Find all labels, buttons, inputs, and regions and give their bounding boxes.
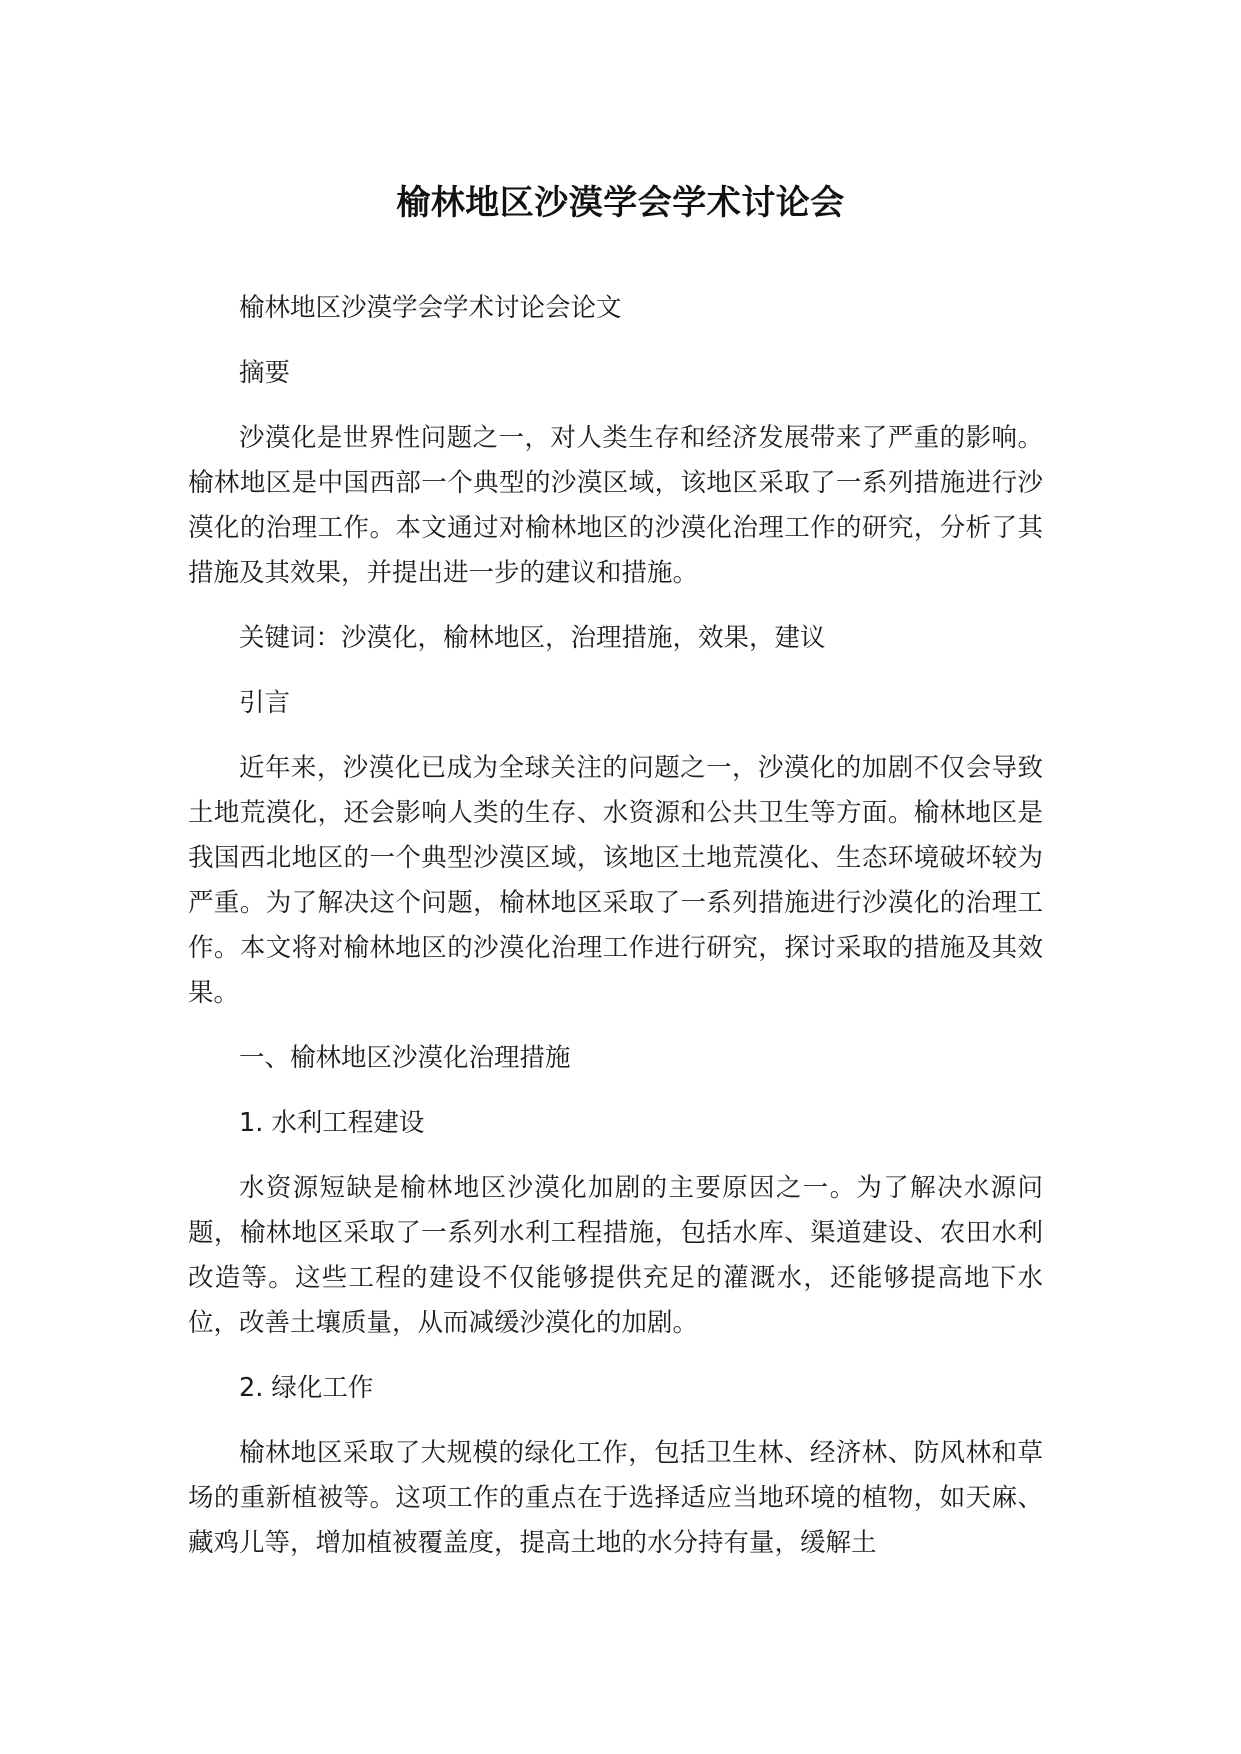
keywords-line: 关键词：沙漠化，榆林地区，治理措施，效果，建议 bbox=[239, 623, 826, 653]
section-heading: 一、榆林地区沙漠化治理措施 bbox=[239, 1043, 571, 1073]
introduction-heading: 引言 bbox=[239, 688, 291, 718]
body-paragraph: 榆林地区采取了大规模的绿化工作，包括卫生林、经济林、防风林和草场的重新植被等。这项工作的重点在于选择适应当地环境的植物，如天麻、藏鸡儿等，增加植被覆盖度，提高土地的水分持有量，缓解土 bbox=[188, 1438, 1043, 1558]
abstract-heading: 摘要 bbox=[239, 358, 291, 388]
document-title: 榆林地区沙漠学会学术讨论会 bbox=[396, 183, 845, 223]
subsection-heading: 1. 水利工程建设 bbox=[239, 1108, 425, 1138]
paper-title-line: 榆林地区沙漠学会学术讨论会论文 bbox=[239, 293, 622, 323]
subsection-heading: 2. 绿化工作 bbox=[239, 1373, 374, 1403]
document-body bbox=[188, 286, 1043, 1586]
introduction-paragraph: 近年来，沙漠化已成为全球关注的问题之一，沙漠化的加剧不仅会导致土地荒漠化，还会影响人类的生存、水资源和公共卫生等方面。榆林地区是我国西北地区的一个典型沙漠区域，该地区土地荒漠化、生态环境破坏较为严重。为了解决这个问题，榆林地区采取了一系列措施进行沙漠化的治理工作。本文将对榆林地区的沙漠化治理工作进行研究，探讨采取的措施及其效果。 bbox=[188, 753, 1043, 1008]
abstract-paragraph: 沙漠化是世界性问题之一，对人类生存和经济发展带来了严重的影响。榆林地区是中国西部一个典型的沙漠区域，该地区采取了一系列措施进行沙漠化的治理工作。本文通过对榆林地区的沙漠化治理工作的研究，分析了其措施及其效果，并提出进一步的建议和措施。 bbox=[188, 423, 1043, 588]
body-paragraph: 水资源短缺是榆林地区沙漠化加剧的主要原因之一。为了解决水源问题，榆林地区采取了一系列水利工程措施，包括水库、渠道建设、农田水利改造等。这些工程的建设不仅能够提供充足的灌溉水，还能够提高地下水位，改善土壤质量，从而减缓沙漠化的加剧。 bbox=[188, 1173, 1043, 1338]
